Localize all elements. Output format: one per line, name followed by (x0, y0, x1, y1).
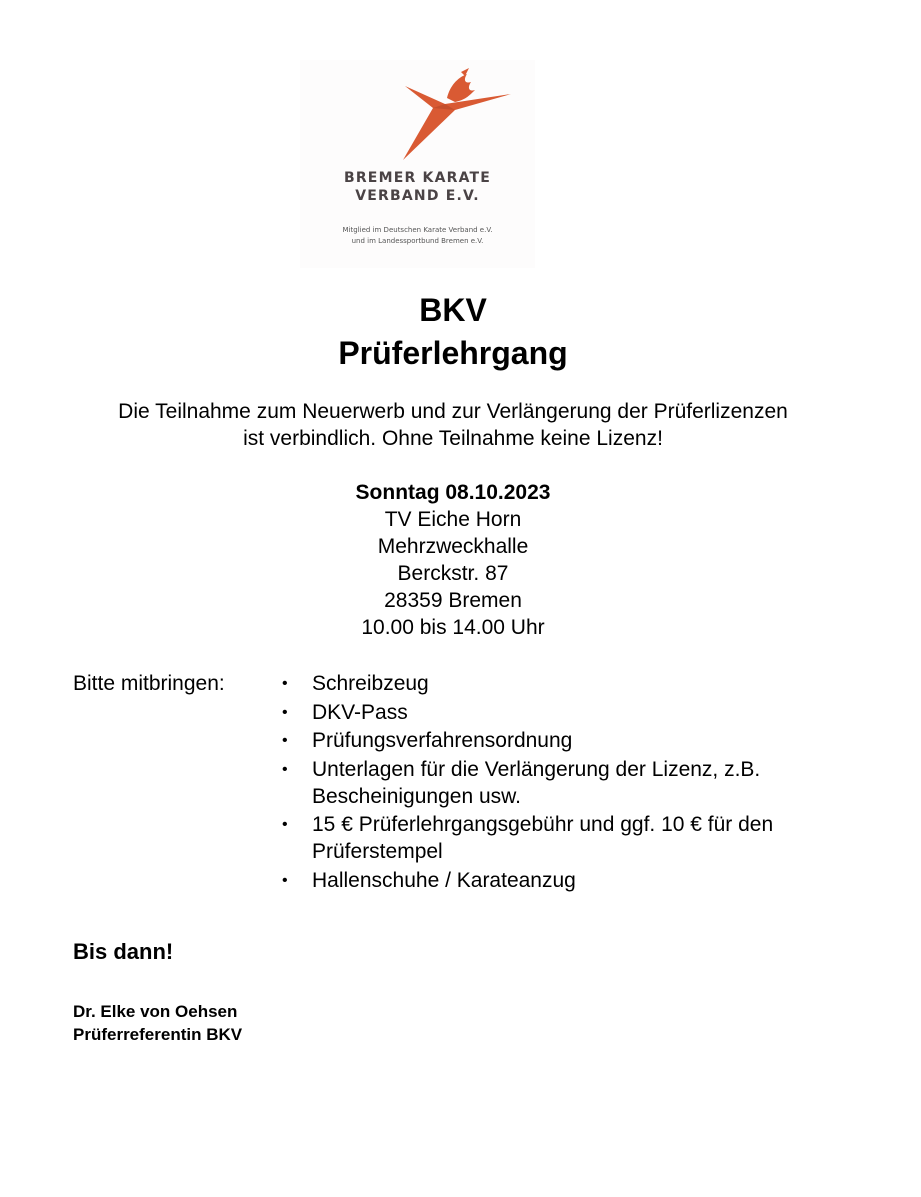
list-item (280, 727, 880, 754)
signature-name: Dr. Elke von Oehsen (73, 1002, 238, 1021)
list-item (280, 811, 880, 865)
bring-label: Bitte mitbringen: (73, 672, 225, 695)
intro-line1: Die Teilnahme zum Neuerwerb und zur Verlängerung der Prüferlizenzen (118, 400, 788, 423)
bring-list (280, 670, 880, 895)
logo-text-line2: VERBAND E.V. (355, 188, 480, 204)
list-item-text: Unterlagen für die Verlängerung der Lizenz, z.B. Bescheinigungen usw. (312, 757, 761, 808)
list-item-text: 15 € Prüferlehrgangsgebühr und ggf. 10 € für den Prüferstempel (312, 813, 774, 863)
list-item (280, 670, 880, 697)
list-item-text: DKV-Pass (312, 700, 408, 724)
intro-line2: ist verbindlich. Ohne Teilnahme keine Lizenz! (243, 427, 663, 450)
bkv-logo (300, 60, 535, 268)
bullet-icon: • (282, 816, 288, 833)
event-city: 28359 Bremen (384, 589, 522, 612)
signature-role: Prüferreferentin BKV (73, 1025, 243, 1044)
closing-text: Bis dann! (73, 939, 174, 964)
bullet-icon: • (282, 760, 288, 778)
logo-text-line1: BREMER KARATE (343, 170, 492, 186)
event-details (0, 479, 906, 641)
bullet-icon: • (282, 675, 288, 692)
intro-paragraph (0, 398, 906, 452)
bullet-icon: • (282, 871, 288, 889)
page-title-line1: BKV (419, 292, 487, 328)
page-title-line2: Prüferlehrgang (338, 335, 568, 371)
logo-membership-line2: und im Landessportbund Bremen e.V. (351, 237, 484, 245)
event-venue: TV Eiche Horn (384, 508, 522, 531)
event-hall: Mehrzweckhalle (377, 535, 529, 558)
bullet-icon: • (282, 732, 288, 749)
event-date: Sonntag 08.10.2023 (355, 481, 551, 504)
list-item (280, 867, 880, 894)
event-street: Berckstr. 87 (397, 562, 509, 585)
list-item-text: Hallenschuhe / Karateanzug (312, 868, 576, 892)
list-item-text: Prüfungsverfahrensordnung (312, 729, 573, 752)
list-item (280, 756, 880, 810)
list-item-text: Schreibzeug (312, 672, 429, 695)
bullet-icon: • (282, 703, 288, 721)
logo-membership-line1: Mitglied im Deutschen Karate Verband e.V. (342, 226, 493, 234)
event-time: 10.00 bis 14.00 Uhr (361, 616, 545, 639)
list-item (280, 699, 880, 726)
karate-emblem-icon (395, 68, 520, 163)
